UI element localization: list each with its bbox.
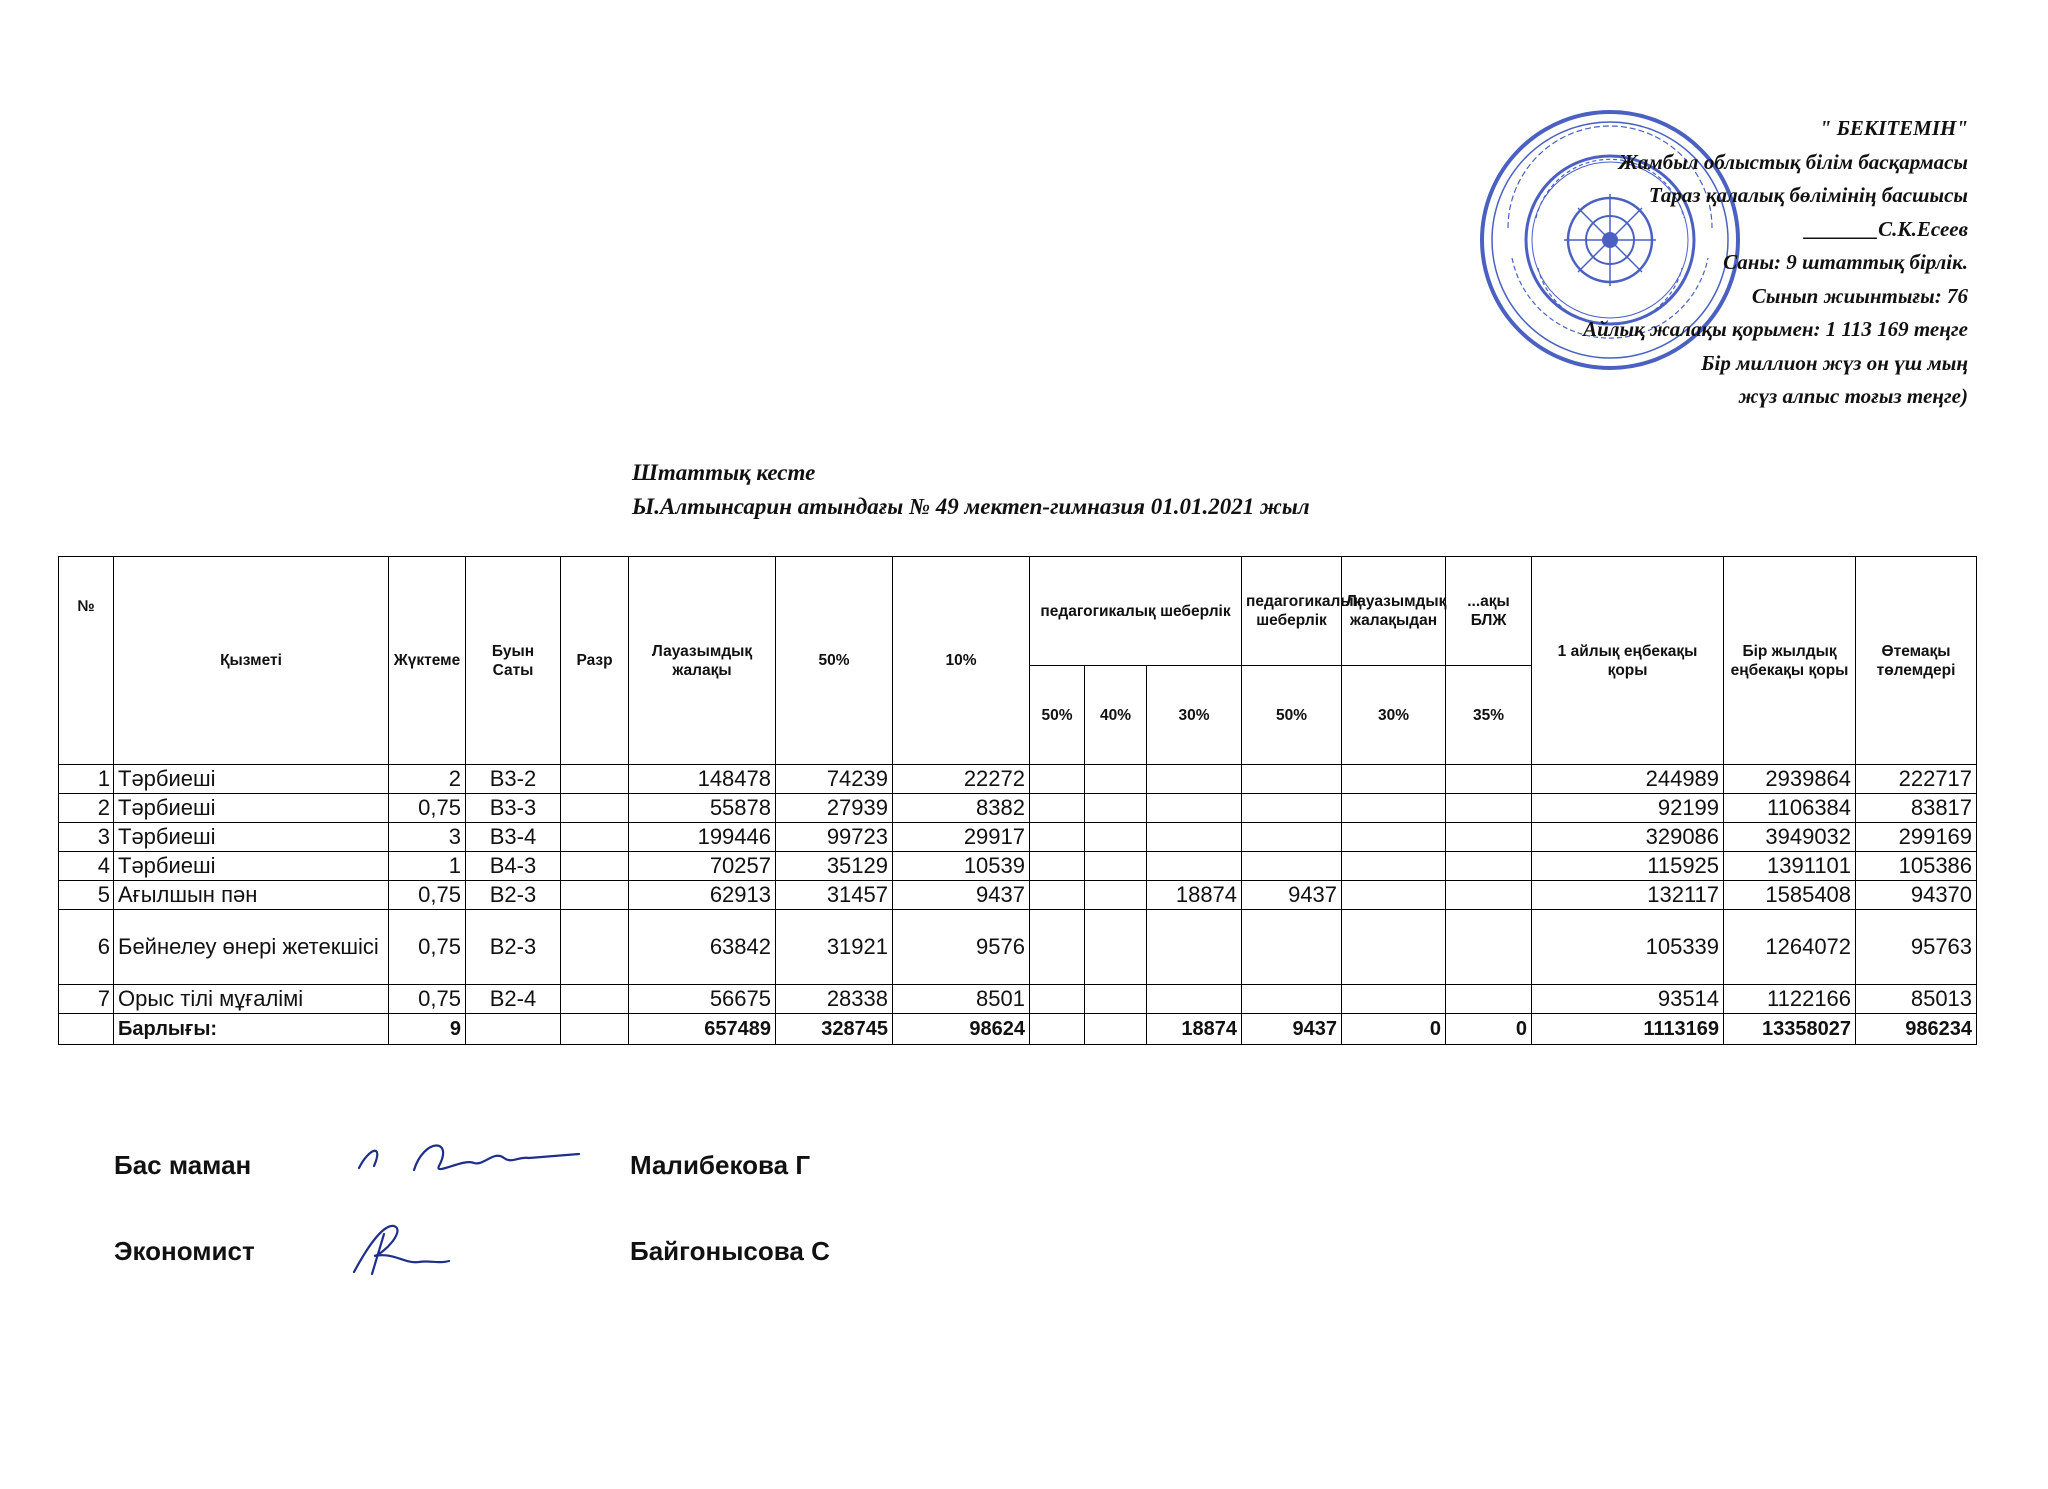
cell-c40: [1085, 852, 1147, 881]
cell-monthly: 132117: [1532, 881, 1724, 910]
header-rank: Разр: [561, 557, 629, 765]
table-header: [59, 557, 1977, 765]
total-c30: 18874: [1147, 1014, 1242, 1045]
cell-rank: [561, 881, 629, 910]
cell-comp: 83817: [1856, 794, 1977, 823]
header-sub-35: 35%: [1446, 666, 1532, 765]
cell-load: 1: [389, 852, 466, 881]
header-ped2: педагогикалық шеберлік: [1242, 557, 1342, 666]
cell-num: 6: [59, 910, 114, 985]
cell-num: 7: [59, 985, 114, 1014]
table-row: [59, 823, 1977, 852]
cell-c50: [1030, 794, 1085, 823]
signer-name-1: Малибекова Г: [630, 1150, 811, 1180]
total-yearly: 13358027: [1724, 1014, 1856, 1045]
cell-c30: [1147, 765, 1242, 794]
cell-yearly: 2939864: [1724, 765, 1856, 794]
cell-d50: 9437: [1242, 881, 1342, 910]
cell-p50: 31457: [776, 881, 893, 910]
approval-signatory: _______С.К.Есеев: [1804, 216, 1968, 241]
cell-salary: 63842: [629, 910, 776, 985]
cell-num: 5: [59, 881, 114, 910]
cell-d35: [1446, 765, 1532, 794]
cell-salary: 148478: [629, 765, 776, 794]
total-p50: 328745: [776, 1014, 893, 1045]
staffing-table: [58, 556, 1977, 1045]
total-monthly: 1113169: [1532, 1014, 1724, 1045]
cell-num: 3: [59, 823, 114, 852]
header-position: Қызметі: [114, 557, 389, 765]
total-d35: 0: [1446, 1014, 1532, 1045]
cell-d30: [1342, 765, 1446, 794]
cell-comp: 299169: [1856, 823, 1977, 852]
cell-load: 0,75: [389, 985, 466, 1014]
header-yearly: Бір жылдық еңбекақы қоры: [1724, 557, 1856, 765]
table-row: [59, 765, 1977, 794]
total-num: [59, 1014, 114, 1045]
approval-block: [1583, 112, 1968, 414]
cell-p50: 74239: [776, 765, 893, 794]
cell-d35: [1446, 985, 1532, 1014]
cell-p50: 27939: [776, 794, 893, 823]
approval-classes: Сынып жиынтығы: 76: [1751, 283, 1968, 308]
signer-name-2: Байгонысова С: [630, 1236, 830, 1266]
header-official: Лауазымдық жалақыдан: [1342, 557, 1446, 666]
cell-load: 0,75: [389, 910, 466, 985]
cell-rank: [561, 765, 629, 794]
cell-d30: [1342, 794, 1446, 823]
cell-load: 0,75: [389, 881, 466, 910]
cell-rank: [561, 823, 629, 852]
cell-d35: [1446, 823, 1532, 852]
cell-load: 2: [389, 765, 466, 794]
total-d30: 0: [1342, 1014, 1446, 1045]
cell-monthly: 115925: [1532, 852, 1724, 881]
cell-c50: [1030, 852, 1085, 881]
header-blzh: ...ақы БЛЖ: [1446, 557, 1532, 666]
cell-yearly: 1106384: [1724, 794, 1856, 823]
total-load: 9: [389, 1014, 466, 1045]
cell-yearly: 1585408: [1724, 881, 1856, 910]
cell-c40: [1085, 985, 1147, 1014]
approval-words-2: жүз алпыс тоғыз теңге): [1738, 384, 1968, 408]
cell-salary: 55878: [629, 794, 776, 823]
header-p50: 50%: [776, 557, 893, 765]
header-sub-30b: 30%: [1342, 666, 1446, 765]
cell-yearly: 1264072: [1724, 910, 1856, 985]
cell-position: Тәрбиеші: [114, 823, 389, 852]
cell-c30: [1147, 823, 1242, 852]
table-row: [59, 852, 1977, 881]
table-body: [59, 765, 1977, 1045]
cell-d35: [1446, 852, 1532, 881]
header-sub-50a: 50%: [1030, 666, 1085, 765]
total-rank: [561, 1014, 629, 1045]
cell-c40: [1085, 765, 1147, 794]
cell-p50: 28338: [776, 985, 893, 1014]
cell-stage: В3-2: [466, 765, 561, 794]
signer-role-2: Экономист: [114, 1236, 255, 1266]
cell-c30: 18874: [1147, 881, 1242, 910]
cell-d35: [1446, 794, 1532, 823]
cell-c50: [1030, 881, 1085, 910]
cell-p10: 9437: [893, 881, 1030, 910]
cell-d50: [1242, 794, 1342, 823]
header-num: №: [59, 557, 114, 765]
cell-stage: В4-3: [466, 852, 561, 881]
signer-role-1: Бас маман: [114, 1150, 252, 1180]
header-monthly: 1 айлық еңбекақы қоры: [1532, 557, 1724, 765]
cell-c40: [1085, 881, 1147, 910]
total-label: Барлығы:: [114, 1014, 389, 1045]
cell-position: Бейнелеу өнері жетекшісі: [114, 910, 389, 985]
cell-stage: В3-3: [466, 794, 561, 823]
total-c40: [1085, 1014, 1147, 1045]
total-stage: [466, 1014, 561, 1045]
cell-comp: 95763: [1856, 910, 1977, 985]
cell-yearly: 3949032: [1724, 823, 1856, 852]
cell-position: Тәрбиеші: [114, 794, 389, 823]
total-salary: 657489: [629, 1014, 776, 1045]
cell-monthly: 105339: [1532, 910, 1724, 985]
cell-num: 2: [59, 794, 114, 823]
total-p10: 98624: [893, 1014, 1030, 1045]
table-row: [59, 910, 1977, 985]
cell-salary: 62913: [629, 881, 776, 910]
header-p10: 10%: [893, 557, 1030, 765]
cell-monthly: 329086: [1532, 823, 1724, 852]
approval-words-1: Бір миллион жүз он үш мың: [1701, 350, 1968, 375]
signature-row-1: [114, 1150, 914, 1236]
cell-c30: [1147, 794, 1242, 823]
cell-p50: 99723: [776, 823, 893, 852]
signature-block: [114, 1150, 914, 1322]
header-sub-30a: 30%: [1147, 666, 1242, 765]
cell-d30: [1342, 985, 1446, 1014]
cell-c40: [1085, 910, 1147, 985]
cell-p10: 10539: [893, 852, 1030, 881]
cell-salary: 199446: [629, 823, 776, 852]
cell-c40: [1085, 823, 1147, 852]
cell-p10: 8501: [893, 985, 1030, 1014]
cell-d50: [1242, 852, 1342, 881]
cell-d35: [1446, 910, 1532, 985]
cell-d30: [1342, 823, 1446, 852]
cell-d50: [1242, 823, 1342, 852]
total-c50: [1030, 1014, 1085, 1045]
cell-rank: [561, 910, 629, 985]
cell-comp: 85013: [1856, 985, 1977, 1014]
header-ped-group: педагогикалық шеберлік: [1030, 557, 1242, 666]
document-subtitle: Ы.Алтынсарин атындағы № 49 мектеп-гимназия 01.01.2021 жыл: [632, 494, 1310, 519]
cell-salary: 70257: [629, 852, 776, 881]
document-title-block: [632, 456, 1310, 524]
cell-d50: [1242, 985, 1342, 1014]
table-row: [59, 985, 1977, 1014]
cell-c30: [1147, 910, 1242, 985]
document-title: Штаттық кесте: [632, 460, 816, 485]
cell-p10: 8382: [893, 794, 1030, 823]
cell-position: Ағылшын пән: [114, 881, 389, 910]
cell-yearly: 1122166: [1724, 985, 1856, 1014]
cell-c50: [1030, 910, 1085, 985]
cell-c30: [1147, 985, 1242, 1014]
cell-c50: [1030, 765, 1085, 794]
cell-c50: [1030, 985, 1085, 1014]
approval-fund: Айлық жалақы қорымен: 1 113 169 теңге: [1583, 317, 1968, 341]
handwritten-signature-1: [344, 1128, 584, 1188]
cell-stage: В3-4: [466, 823, 561, 852]
approval-line-1: Жамбыл облыстық білім басқармасы: [1618, 149, 1968, 174]
total-comp: 986234: [1856, 1014, 1977, 1045]
cell-c30: [1147, 852, 1242, 881]
cell-num: 1: [59, 765, 114, 794]
cell-monthly: 93514: [1532, 985, 1724, 1014]
header-sub-40: 40%: [1085, 666, 1147, 765]
cell-d50: [1242, 910, 1342, 985]
header-salary: Лауазымдық жалақы: [629, 557, 776, 765]
cell-position: Тәрбиеші: [114, 765, 389, 794]
cell-monthly: 92199: [1532, 794, 1724, 823]
cell-stage: В2-3: [466, 910, 561, 985]
cell-load: 3: [389, 823, 466, 852]
cell-rank: [561, 794, 629, 823]
handwritten-signature-2: [344, 1214, 464, 1284]
cell-p10: 29917: [893, 823, 1030, 852]
cell-position: Орыс тілі мұғалімі: [114, 985, 389, 1014]
cell-yearly: 1391101: [1724, 852, 1856, 881]
total-d50: 9437: [1242, 1014, 1342, 1045]
approval-heading: " БЕКІТЕМІН": [1819, 116, 1968, 140]
cell-c40: [1085, 794, 1147, 823]
cell-salary: 56675: [629, 985, 776, 1014]
cell-d30: [1342, 852, 1446, 881]
header-load: Жүктеме: [389, 557, 466, 765]
table-total-row: [59, 1014, 1977, 1045]
signature-row-2: [114, 1236, 914, 1322]
cell-d30: [1342, 881, 1446, 910]
cell-p50: 35129: [776, 852, 893, 881]
cell-p10: 22272: [893, 765, 1030, 794]
header-stage: Буын Саты: [466, 557, 561, 765]
cell-d35: [1446, 881, 1532, 910]
cell-rank: [561, 852, 629, 881]
header-sub-50b: 50%: [1242, 666, 1342, 765]
cell-rank: [561, 985, 629, 1014]
table-row: [59, 794, 1977, 823]
cell-p10: 9576: [893, 910, 1030, 985]
cell-position: Тәрбиеші: [114, 852, 389, 881]
cell-stage: В2-3: [466, 881, 561, 910]
cell-comp: 105386: [1856, 852, 1977, 881]
cell-monthly: 244989: [1532, 765, 1724, 794]
cell-d30: [1342, 910, 1446, 985]
cell-load: 0,75: [389, 794, 466, 823]
cell-c50: [1030, 823, 1085, 852]
cell-d50: [1242, 765, 1342, 794]
cell-comp: 222717: [1856, 765, 1977, 794]
cell-num: 4: [59, 852, 114, 881]
table-row: [59, 881, 1977, 910]
cell-stage: В2-4: [466, 985, 561, 1014]
cell-p50: 31921: [776, 910, 893, 985]
approval-line-2: Тараз қалалық бөлімінің басшысы: [1648, 183, 1968, 207]
approval-count: Саны: 9 штаттық бірлік.: [1723, 250, 1968, 274]
header-compensation: Өтемақы төлемдері: [1856, 557, 1977, 765]
cell-comp: 94370: [1856, 881, 1977, 910]
